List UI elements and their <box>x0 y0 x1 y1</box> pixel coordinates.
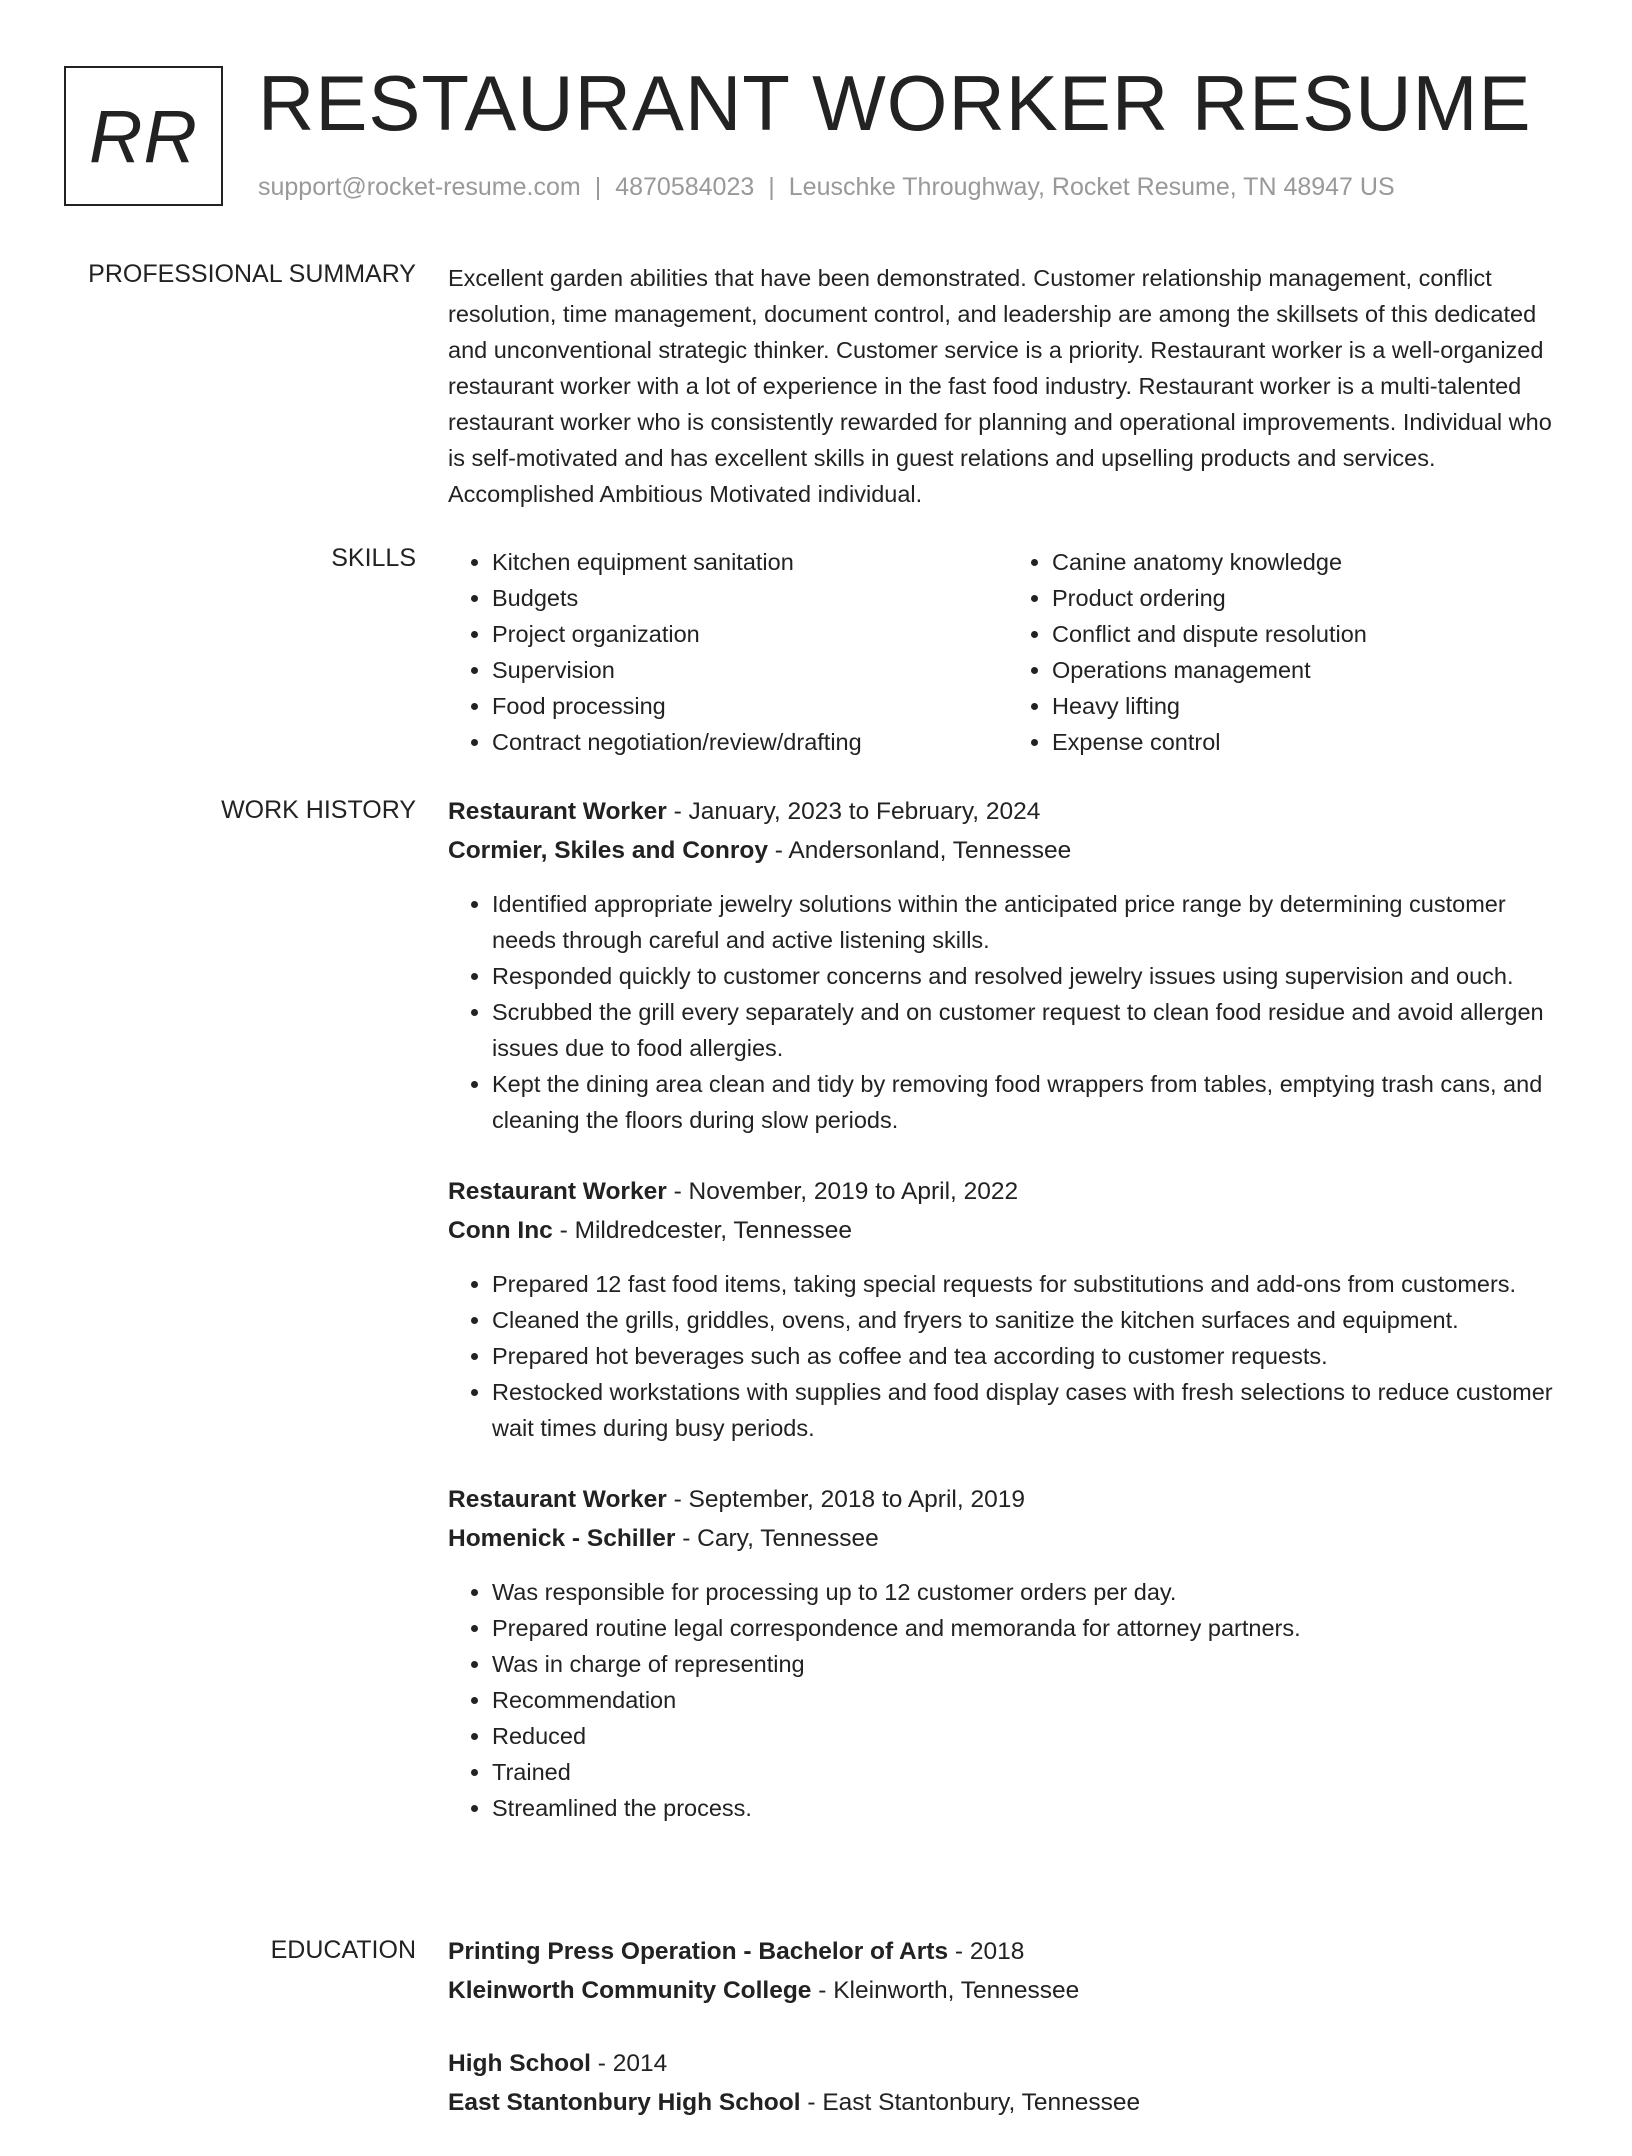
job-duty: • Scrubbed the grill every separately and on customer request to clean food residue and avoid allergen issues due to food allergies. <box>492 994 1568 1066</box>
skills-columns <box>448 544 1568 760</box>
skill-item: • Supervision <box>492 652 1008 688</box>
skill-item: • Project organization <box>492 616 1008 652</box>
school-name: Kleinworth Community College <box>448 1977 812 2004</box>
job-duty: • Kept the dining area clean and tidy by removing food wrappers from tables, emptying trash cans, and cleaning the floors during slow periods. <box>492 1066 1568 1138</box>
skill-item: • Canine anatomy knowledge <box>1052 544 1568 580</box>
job-duty: • Recommendation <box>492 1682 1568 1718</box>
job-duty: • Prepared routine legal correspondence and memoranda for attorney partners. <box>492 1610 1568 1646</box>
contact-phone: 4870584023 <box>615 173 755 201</box>
skill-item: • Budgets <box>492 580 1008 616</box>
job-company-line <box>448 831 1568 870</box>
job-entry <box>448 1172 1568 1446</box>
separator: | <box>768 173 775 201</box>
contact-line <box>258 173 1395 202</box>
section-label-summary: PROFESSIONAL SUMMARY <box>88 260 416 288</box>
job-location: - Andersonland, Tennessee <box>767 837 1072 864</box>
job-title-line <box>448 792 1568 831</box>
job-duty: • Was in charge of representing <box>492 1646 1568 1682</box>
skill-item: • Expense control <box>1052 724 1568 760</box>
section-label-work-history: WORK HISTORY <box>221 796 416 824</box>
school-location: - East Stantonbury, Tennessee <box>800 2089 1141 2116</box>
degree-line <box>448 2044 1568 2083</box>
job-duty: • Streamlined the process. <box>492 1790 1568 1826</box>
job-location: - Mildredcester, Tennessee <box>552 1217 852 1244</box>
job-company-line <box>448 1211 1568 1250</box>
school-location: - Kleinworth, Tennessee <box>811 1977 1080 2004</box>
graduation-year: - 2014 <box>590 2050 668 2077</box>
skill-item: • Contract negotiation/review/drafting <box>492 724 1008 760</box>
education-entry <box>448 1932 1568 2010</box>
summary-body <box>448 260 1568 512</box>
monogram-logo: RR <box>64 66 223 206</box>
school-line <box>448 2083 1568 2122</box>
school-name: East Stantonbury High School <box>448 2089 801 2116</box>
job-duty: • Responded quickly to customer concerns and resolved jewelry issues using supervision and ouch. <box>492 958 1568 994</box>
education-body <box>448 1932 1568 2156</box>
section-label-skills: SKILLS <box>331 544 416 572</box>
job-title: Restaurant Worker <box>448 1178 667 1205</box>
summary-text: Excellent garden abilities that have been demonstrated. Customer relationship management, conflict resolution, time management, document control, and leadership are among the skillsets of this dedicated and unconventional strategic thinker. Customer service is a priority. Restaurant worker is a well-organized restaurant worker with a lot of experience in the fast food industry. Restaurant worker is a multi-talented restaurant worker who is consistently rewarded for planning and operational improvements. Individual who is self-motivated and has excellent skills in guest relations and upselling products and services. Accomplished Ambitious Motivated individual. <box>448 265 1552 507</box>
skill-item: • Conflict and dispute resolution <box>1052 616 1568 652</box>
job-duties <box>448 1266 1568 1446</box>
skill-item: • Heavy lifting <box>1052 688 1568 724</box>
job-duty: • Cleaned the grills, griddles, ovens, and fryers to sanitize the kitchen surfaces and equipment. <box>492 1302 1568 1338</box>
job-title-line <box>448 1172 1568 1211</box>
job-location: - Cary, Tennessee <box>675 1525 879 1552</box>
job-duty: • Restocked workstations with supplies and food display cases with fresh selections to reduce customer wait times during busy periods. <box>492 1374 1568 1446</box>
graduation-year: - 2018 <box>948 1938 1025 1965</box>
skill-item: • Food processing <box>492 688 1008 724</box>
job-company-line <box>448 1519 1568 1558</box>
skills-list-left <box>448 544 1008 760</box>
job-duty: • Identified appropriate jewelry solutions within the anticipated price range by determining customer needs through careful and active listening skills. <box>492 886 1568 958</box>
skill-item: • Product ordering <box>1052 580 1568 616</box>
job-title: Restaurant Worker <box>448 1486 667 1513</box>
separator: | <box>594 173 602 201</box>
school-line <box>448 1971 1568 2010</box>
job-entry <box>448 1480 1568 1826</box>
degree-line <box>448 1932 1568 1971</box>
contact-address: Leuschke Throughway, Rocket Resume, TN 48947 US <box>788 173 1395 201</box>
work-history-body <box>448 792 1568 1860</box>
job-duties <box>448 886 1568 1138</box>
job-company: Homenick - Schiller <box>448 1525 676 1552</box>
skills-list-right <box>1008 544 1568 760</box>
skill-item: • Kitchen equipment sanitation <box>492 544 1008 580</box>
job-title: Restaurant Worker <box>448 798 667 825</box>
job-dates: - September, 2018 to April, 2019 <box>666 1486 1025 1513</box>
job-company: Cormier, Skiles and Conroy <box>448 837 768 864</box>
job-duty: • Trained <box>492 1754 1568 1790</box>
degree: Printing Press Operation - Bachelor of Arts <box>448 1938 949 1965</box>
job-title-line <box>448 1480 1568 1519</box>
skill-item: • Operations management <box>1052 652 1568 688</box>
job-duty: • Prepared hot beverages such as coffee and tea according to customer requests. <box>492 1338 1568 1374</box>
degree: High School <box>448 2050 591 2077</box>
section-label-education: EDUCATION <box>270 1936 416 1964</box>
job-duty: • Prepared 12 fast food items, taking special requests for substitutions and add-ons from customers. <box>492 1266 1568 1302</box>
job-duty: • Was responsible for processing up to 12 customer orders per day. <box>492 1574 1568 1610</box>
job-entry <box>448 792 1568 1138</box>
education-entry <box>448 2044 1568 2122</box>
job-duties <box>448 1574 1568 1826</box>
job-duty: • Reduced <box>492 1718 1568 1754</box>
page-title: RESTAURANT WORKER RESUME <box>258 59 1532 147</box>
job-dates: - November, 2019 to April, 2022 <box>666 1178 1019 1205</box>
contact-email: support@rocket-resume.com <box>258 173 581 201</box>
job-dates: - January, 2023 to February, 2024 <box>666 798 1041 825</box>
job-company: Conn Inc <box>448 1217 553 1244</box>
